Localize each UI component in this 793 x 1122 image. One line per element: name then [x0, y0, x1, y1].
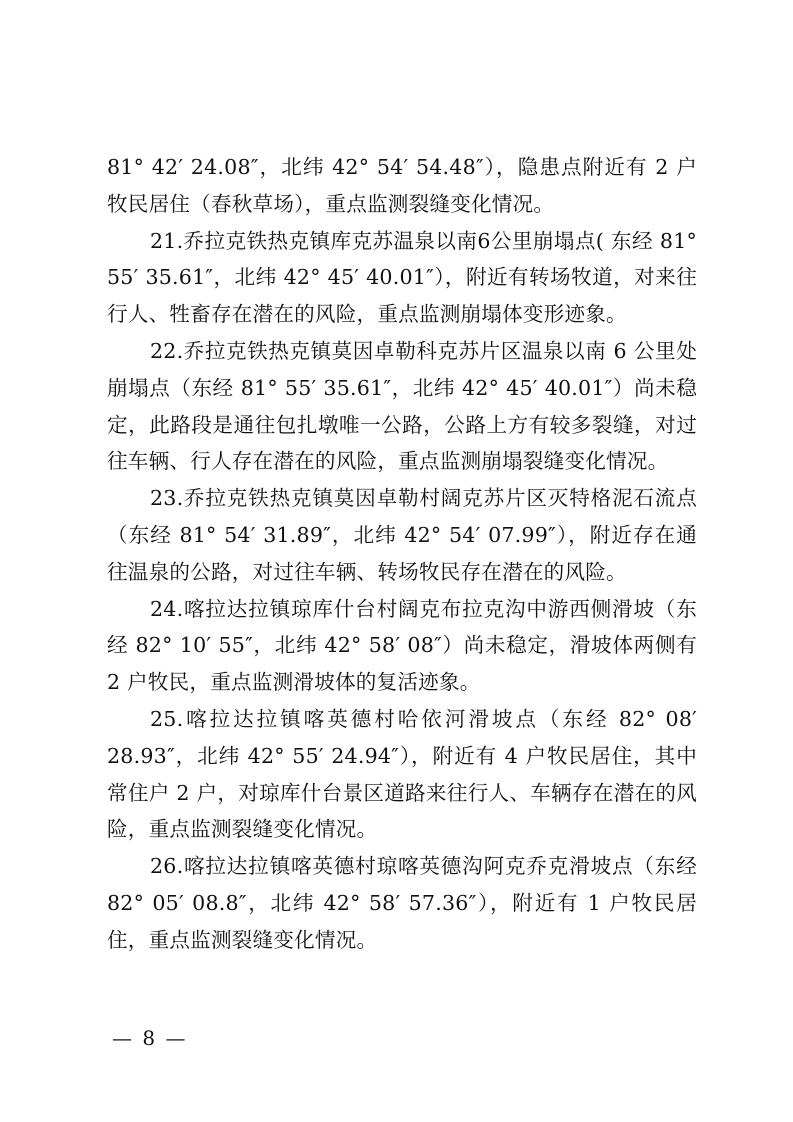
- paragraph-item-26: 26.喀拉达拉镇喀英德村琼喀英德沟阿克乔克滑坡点（东经 82° 05′ 08.8″，北纬 42° 58′ 57.36″），附近有 1 户牧民居住，重点监测裂缝变化情况。: [107, 854, 697, 952]
- page-number: — 8 —: [112, 1026, 188, 1050]
- paragraph-item-23: 23.乔拉克铁热克镇莫因卓勒村阔克苏片区灭特格泥石流点（东经 81° 54′ 31.89″，北纬 42° 54′ 07.99″），附近存在通往温泉的公路，对过往车辆、转场牧民存在潜在的风险。: [107, 486, 697, 584]
- paragraph-item-22: 22.乔拉克铁热克镇莫因卓勒科克苏片区温泉以南 6 公里处崩塌点（东经 81° 55′ 35.61″，北纬 42° 45′ 40.01″）尚未稳定，此路段是通往包扎墩唯一公路，公路上方有较多裂缝，对过往车辆、行人存在潜在的风险，重点监测崩塌裂缝变化情况。: [107, 338, 697, 474]
- document-body: [107, 149, 697, 959]
- paragraph-item-25: 25.喀拉达拉镇喀英德村哈依河滑坡点（东经 82° 08′ 28.93″，北纬 42° 55′ 24.94″），附近有 4 户牧民居住，其中常住户 2 户，对琼库什台景区道路来往行人、车辆存在潜在的风险，重点监测裂缝变化情况。: [107, 706, 697, 842]
- paragraph-item-24: 24.喀拉达拉镇琼库什台村阔克布拉克沟中游西侧滑坡（东经 82° 10′ 55″，北纬 42° 58′ 08″）尚未稳定，滑坡体两侧有 2 户牧民，重点监测滑坡体的复活迹象。: [107, 596, 697, 695]
- paragraph-item-21: 21.乔拉克铁热克镇库克苏温泉以南6公里崩塌点( 东经 81° 55′ 35.61″，北纬 42° 45′ 40.01″），附近有转场牧道，对来往行人、牲畜存在潜在的风险，重点监测崩塌体变形迹象。: [107, 228, 697, 327]
- paragraph-continuation: 81° 42′ 24.08″，北纬 42° 54′ 54.48″），隐患点附近有 2 户牧民居住（春秋草场），重点监测裂缝变化情况。: [107, 155, 697, 216]
